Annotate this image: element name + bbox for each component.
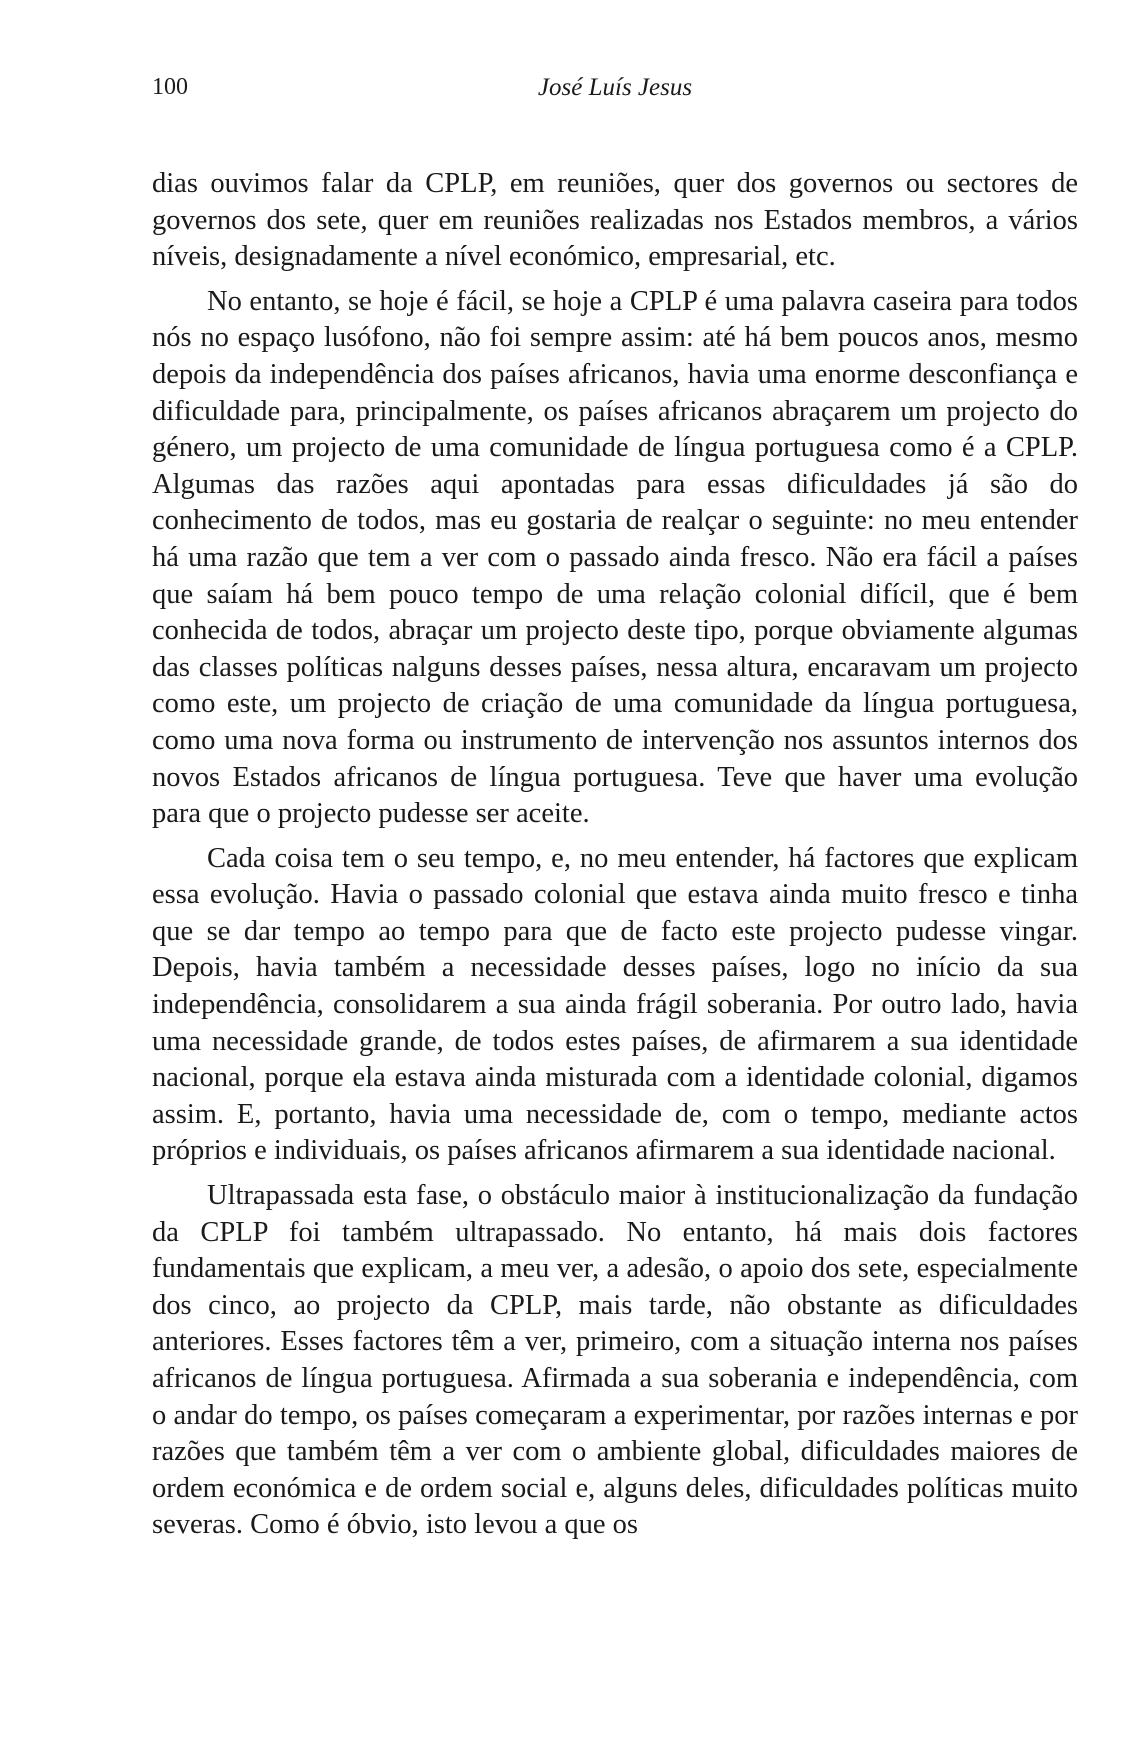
page-number: 100 (152, 74, 188, 100)
paragraph-4: Ultrapassada esta fase, o obstáculo maior à institucionalização da fundação da CPLP foi também ultrapassado. No entanto, há mais dois factores fundamentais que explicam, a meu ver, a adesão, o apoio dos sete, especialmente dos cinco, ao projecto da CPLP, mais tarde, não obstante as dificuldades anteriores. Esses factores têm a ver, primeiro, com a situação interna nos países africanos de língua portuguesa. Afirmada a sua soberania e independência, com o andar do tempo, os países começaram a experimentar, por razões internas e por razões que também têm a ver com o ambiente global, dificuldades maiores de ordem económica e de ordem social e, alguns deles, dificuldades políticas muito severas. Como é óbvio, isto levou a que os (152, 1180, 1078, 1541)
running-title: José Luís Jesus (537, 74, 693, 101)
paragraph-3: Cada coisa tem o seu tempo, e, no meu entender, há factores que explicam essa evolução. Havia o passado colonial que estava ainda muito fresco e tinha que se dar tempo ao tempo para que de facto este projecto pudesse vingar. Depois, havia também a necessidade desses países, logo no início da sua independência, consolidarem a sua ainda frágil soberania. Por outro lado, havia uma necessidade grande, de todos estes países, de afirmarem a sua identidade nacional, porque ela estava ainda misturada com a identidade colonial, digamos assim. E, portanto, havia uma necessidade de, com o tempo, mediante actos próprios e individuais, os países africanos afirmarem a sua identidade nacional. (152, 842, 1078, 1167)
paragraph-2: No entanto, se hoje é fácil, se hoje a CPLP é uma palavra caseira para todos nós no espaço lusófono, não foi sempre assim: até há bem poucos anos, mesmo depois da independência dos países africanos, havia uma enorme desconfiança e dificuldade para, principalmente, os países africanos abraçarem um projecto do género, um projecto de uma comunidade de língua portuguesa como é a CPLP. Algumas das razões aqui apontadas para essas dificuldades já são do conhecimento de todos, mas eu gostaria de realçar o seguinte: no meu entender há uma razão que tem a ver com o passado ainda fresco. Não era fácil a países que saíam há bem pouco tempo de uma relação colonial difícil, que é bem conhecida de todos, abraçar um projecto deste tipo, porque obviamente algumas das classes políticas nalguns desses países, nessa altura, encaravam um projecto como este, um projecto de criação de uma comunidade da língua portuguesa, como uma nova forma ou instrumento de intervenção nos assuntos internos dos novos Estados africanos de língua portuguesa. Teve que haver uma evolução para que o projecto pudesse ser aceite. (152, 285, 1078, 830)
body-text (152, 166, 1078, 1544)
paragraph-1: dias ouvimos falar da CPLP, em reuniões, quer dos governos ou sectores de governos dos sete, quer em reuniões realizadas nos Estados membros, a vários níveis, designadamente a nível económico, empresarial, etc. (152, 168, 1078, 273)
running-header (152, 74, 1078, 110)
